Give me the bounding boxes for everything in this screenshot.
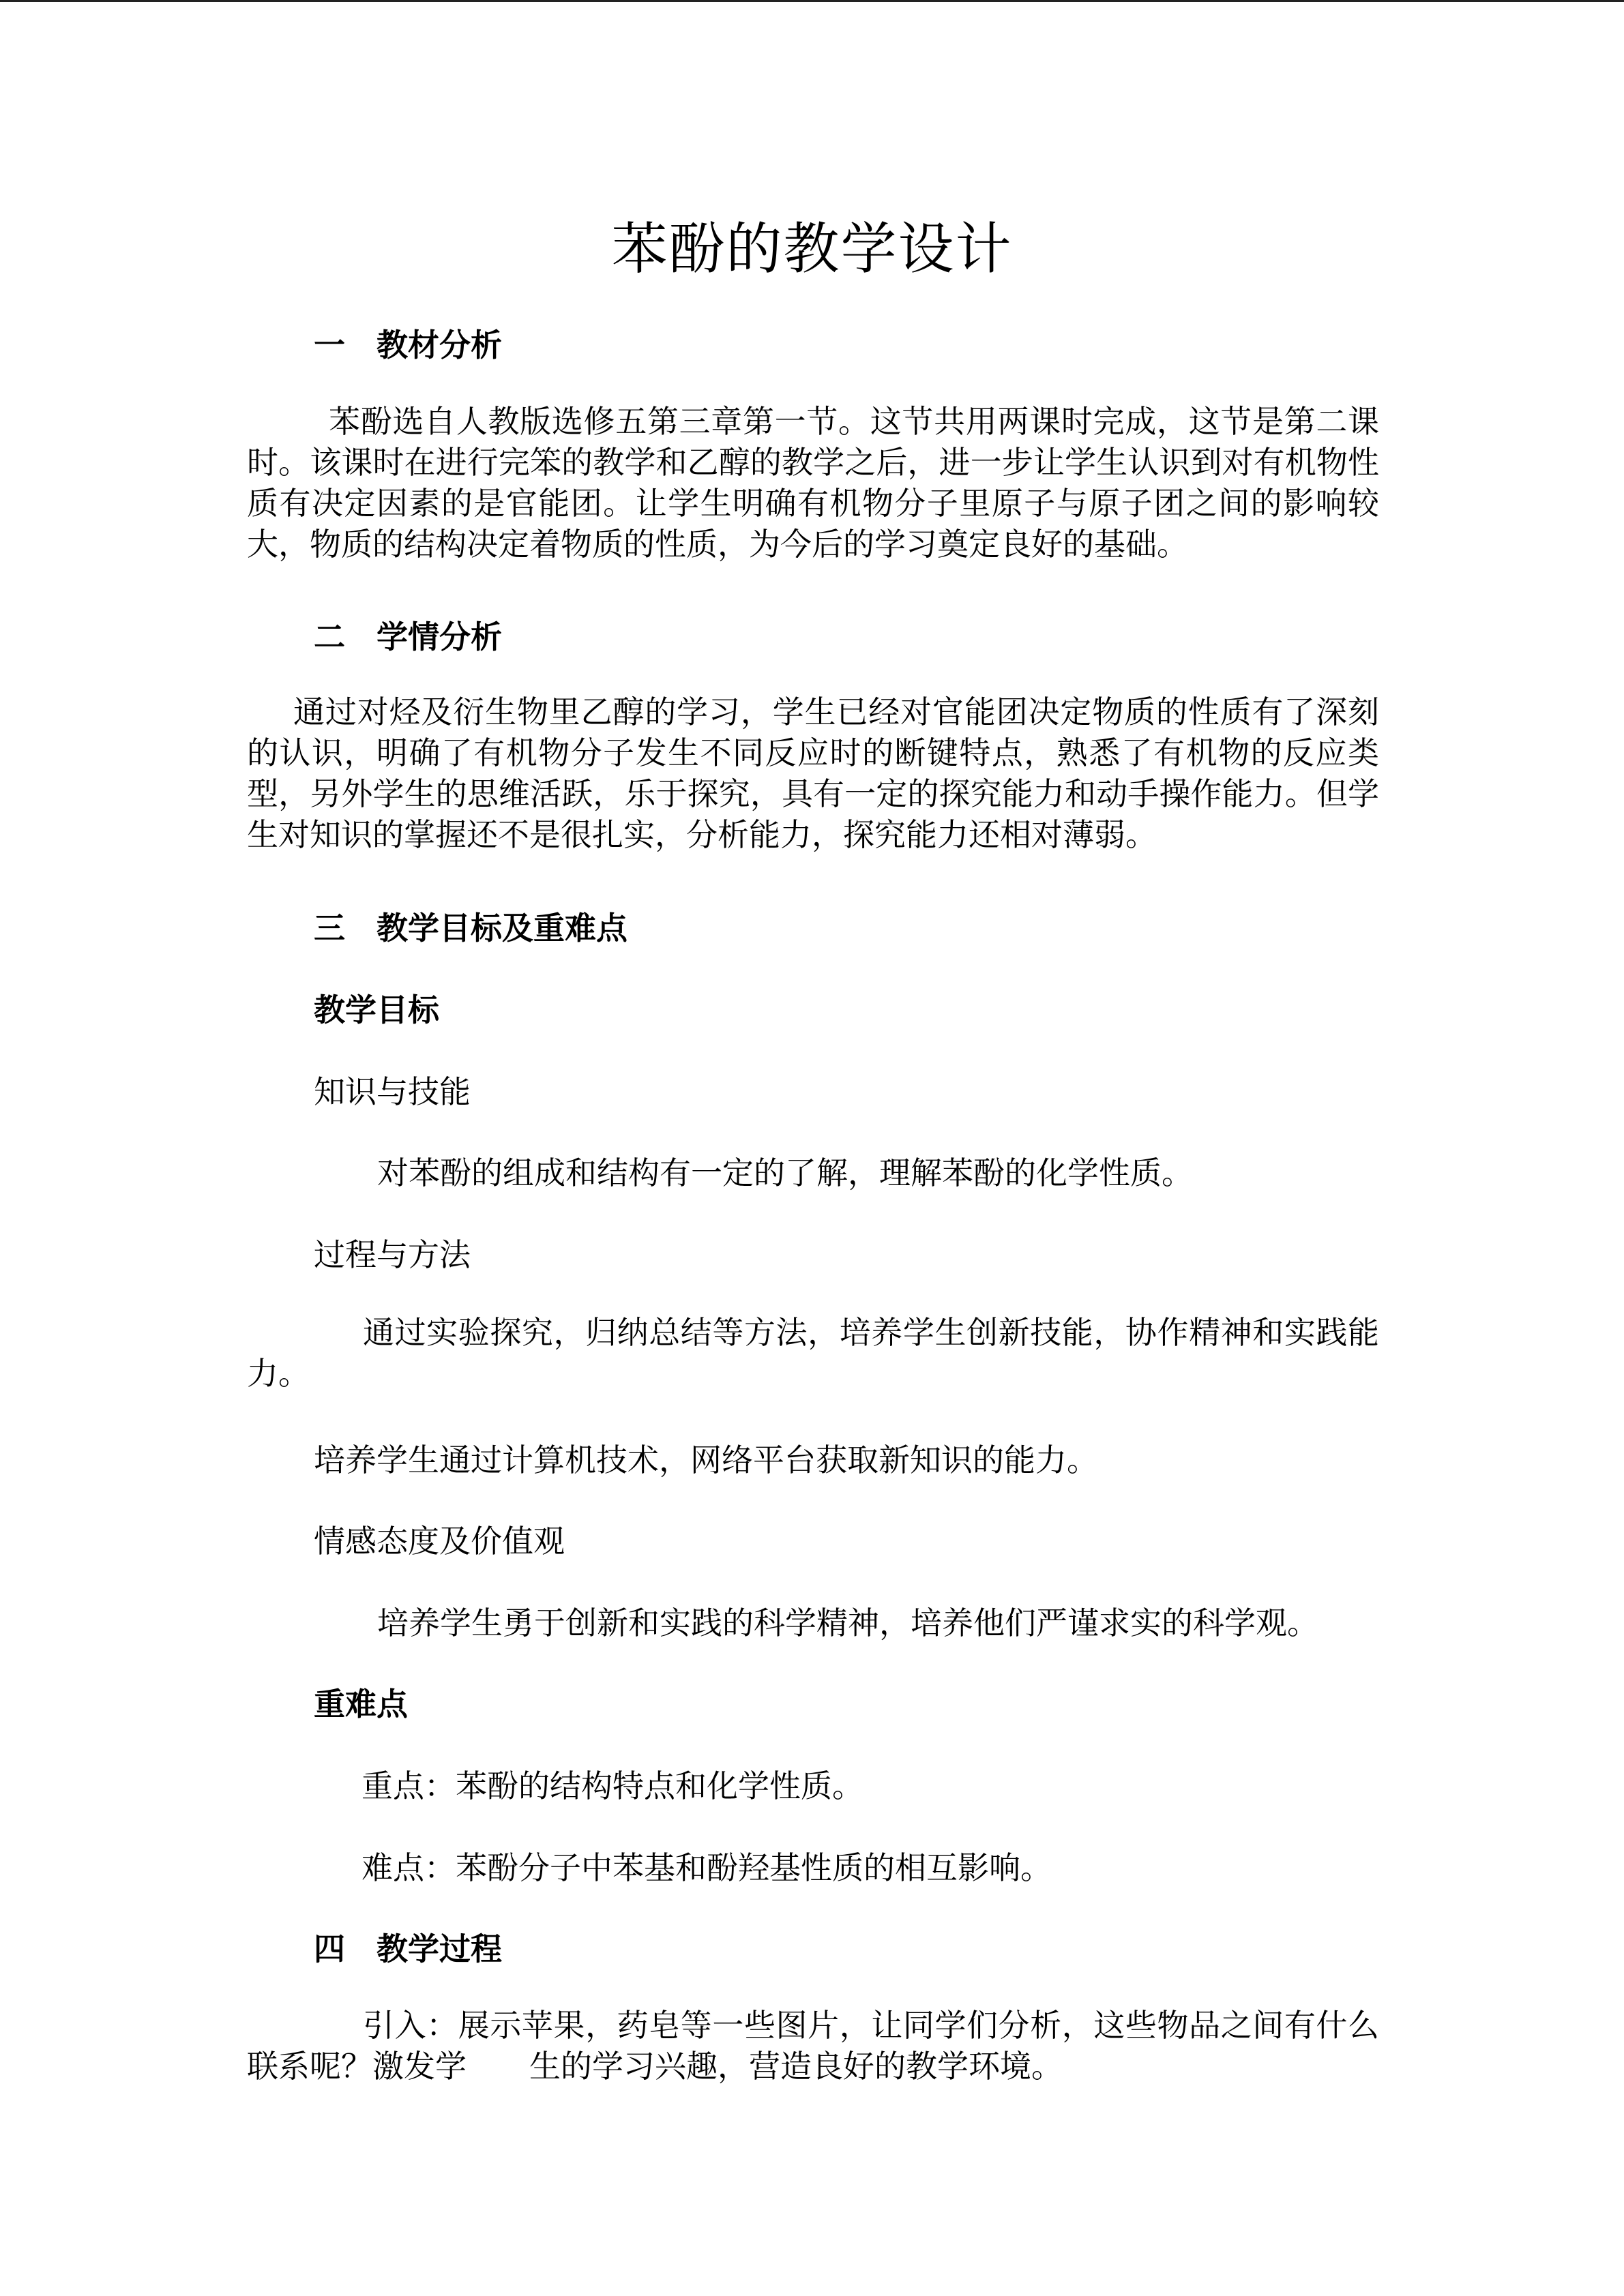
process-text: 通过实验探究，归纳总结等方法，培养学生创新技能，协作精神和实践能力。: [247, 1314, 1379, 1392]
section-number: 一: [314, 327, 345, 363]
section-number: 三: [314, 910, 345, 946]
process-label: 过程与方法: [314, 1236, 471, 1273]
section-heading-1: [314, 320, 502, 366]
keypoints-heading: 重难点: [314, 1686, 408, 1723]
section-title: 学情分析: [377, 618, 502, 655]
emotion-text: 培养学生勇于创新和实践的科学精神，培养他们严谨求实的科学观。: [377, 1605, 1318, 1641]
section-number: 二: [314, 618, 345, 655]
section-paragraph-1: 苯酚选自人教版选修五第三章第一节。这节共用两课时完成，这节是第二课时。该课时在进行完笨的教学和乙醇的教学之后，进一步让学生认识到对有机物性质有决定因素的是官能团。让学生明确有机物分子里原子与原子团之间的影响较大，物质的结构决定着物质的性质，为今后的学习奠定良好的基础。: [247, 403, 1379, 563]
section-title: 教学目标及重难点: [377, 910, 628, 946]
section-heading-3: [314, 904, 628, 949]
goals-heading: 教学目标: [314, 992, 439, 1028]
emotion-label: 情感态度及价值观: [314, 1523, 565, 1560]
section-heading-2: [314, 612, 502, 657]
process-text-2: 培养学生通过计算机技术，网络平台获取新知识的能力。: [314, 1442, 1098, 1478]
section-paragraph-2: 通过对烃及衍生物里乙醇的学习，学生已经对官能团决定物质的性质有了深刻的认识，明确了有机物分子发生不同反应时的断键特点，熟悉了有机物的反应类型，另外学生的思维活跃，乐于探究，具有一定的探究能力和动手操作能力。但学生对知识的掌握还不是很扎实，分析能力，探究能力还相对薄弱。: [247, 694, 1379, 853]
key-point: 重点：苯酚的结构特点和化学性质。: [361, 1768, 863, 1804]
section-number: 四: [314, 1930, 345, 1967]
difficult-point: 难点：苯酚分子中苯基和酚羟基性质的相互影响。: [361, 1849, 1052, 1886]
knowledge-label: 知识与技能: [314, 1073, 471, 1110]
section-title: 教学过程: [377, 1930, 502, 1967]
section-paragraph-4: 引入：展示苹果，药皂等一些图片，让同学们分析，这些物品之间有什么联系呢？激发学 生的学习兴趣，营造良好的教学环境。: [247, 2007, 1379, 2085]
section-heading-4: [314, 1924, 502, 1969]
knowledge-text: 对苯酚的组成和结构有一定的了解，理解苯酚的化学性质。: [377, 1154, 1193, 1191]
document-title: 苯酚的教学设计: [611, 217, 1013, 282]
section-title: 教材分析: [377, 327, 502, 363]
